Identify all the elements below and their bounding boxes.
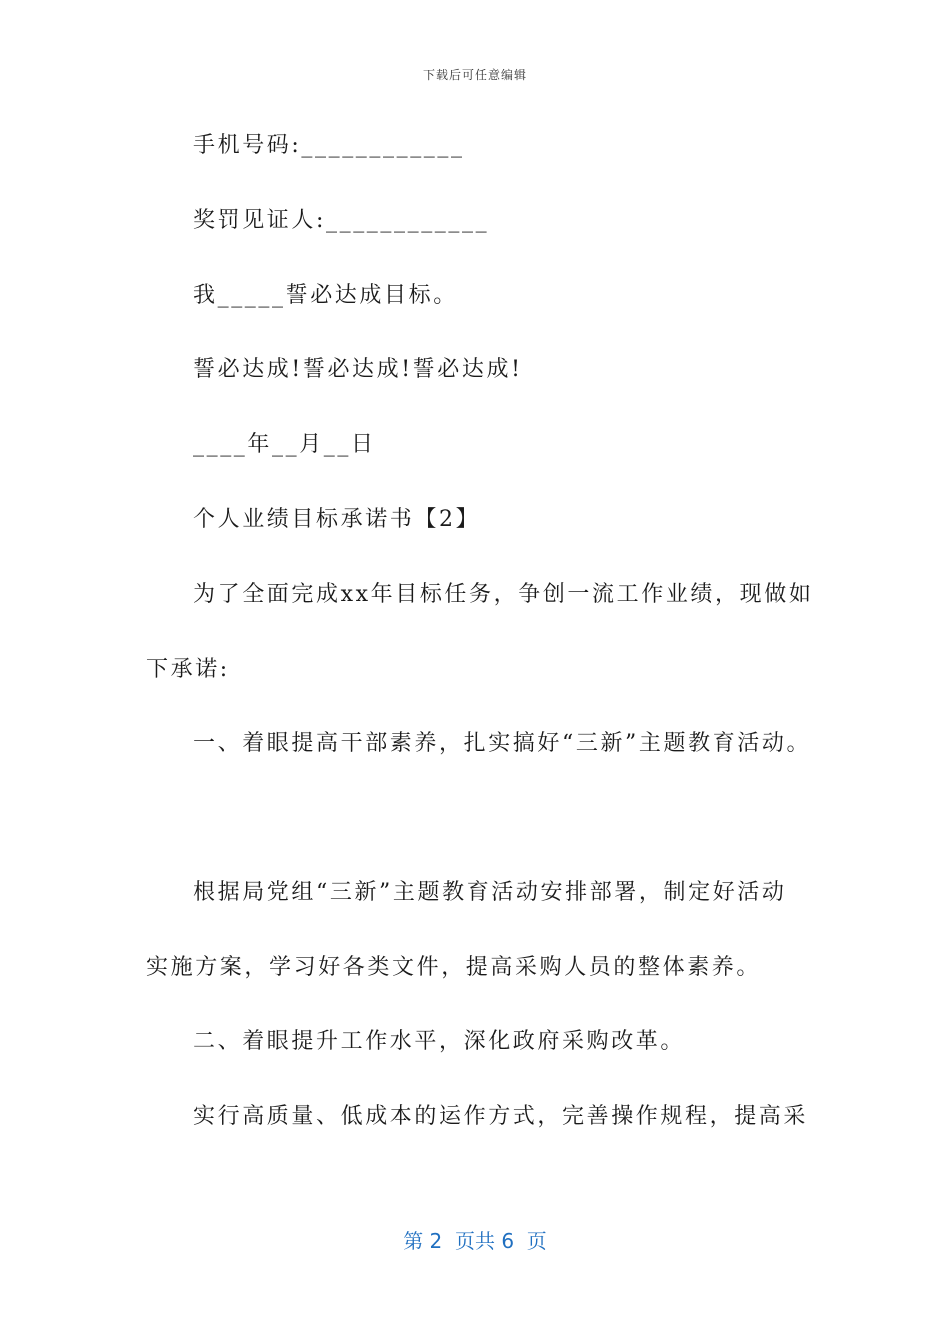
phone-number-line: 手机号码:____________ [193,133,465,158]
item-heading: 二、着眼提升工作水平，深化政府采购改革。 [193,1029,686,1054]
pledge-line: 我_____誓必达成目标。 [193,283,458,308]
pledge-repeat-line: 誓必达成!誓必达成!誓必达成! [193,357,523,382]
paragraph-line: 实行高质量、低成本的运作方式，完善操作规程，提高采 [193,1104,809,1129]
paragraph-line: 为了全面完成xx年目标任务，争创一流工作业绩，现做如 [193,582,814,607]
witness-line: 奖罚见证人:____________ [193,208,490,233]
item-heading: 一、着眼提高干部素养，扎实搞好“三新”主题教育活动。 [193,731,812,756]
paragraph-line: 下承诺: [146,657,230,682]
paragraph-line: 实施方案，学习好各类文件，提高采购人员的整体素养。 [146,955,762,980]
page-number-footer: 第 2 页共 6 页 [403,1229,547,1253]
section-title: 个人业绩目标承诺书【2】 [193,507,481,532]
date-line: ____年__月__日 [193,432,376,457]
paragraph-line: 根据局党组“三新”主题教育活动安排部署，制定好活动 [193,880,787,905]
page-header: 下载后可任意编辑 [422,68,527,82]
